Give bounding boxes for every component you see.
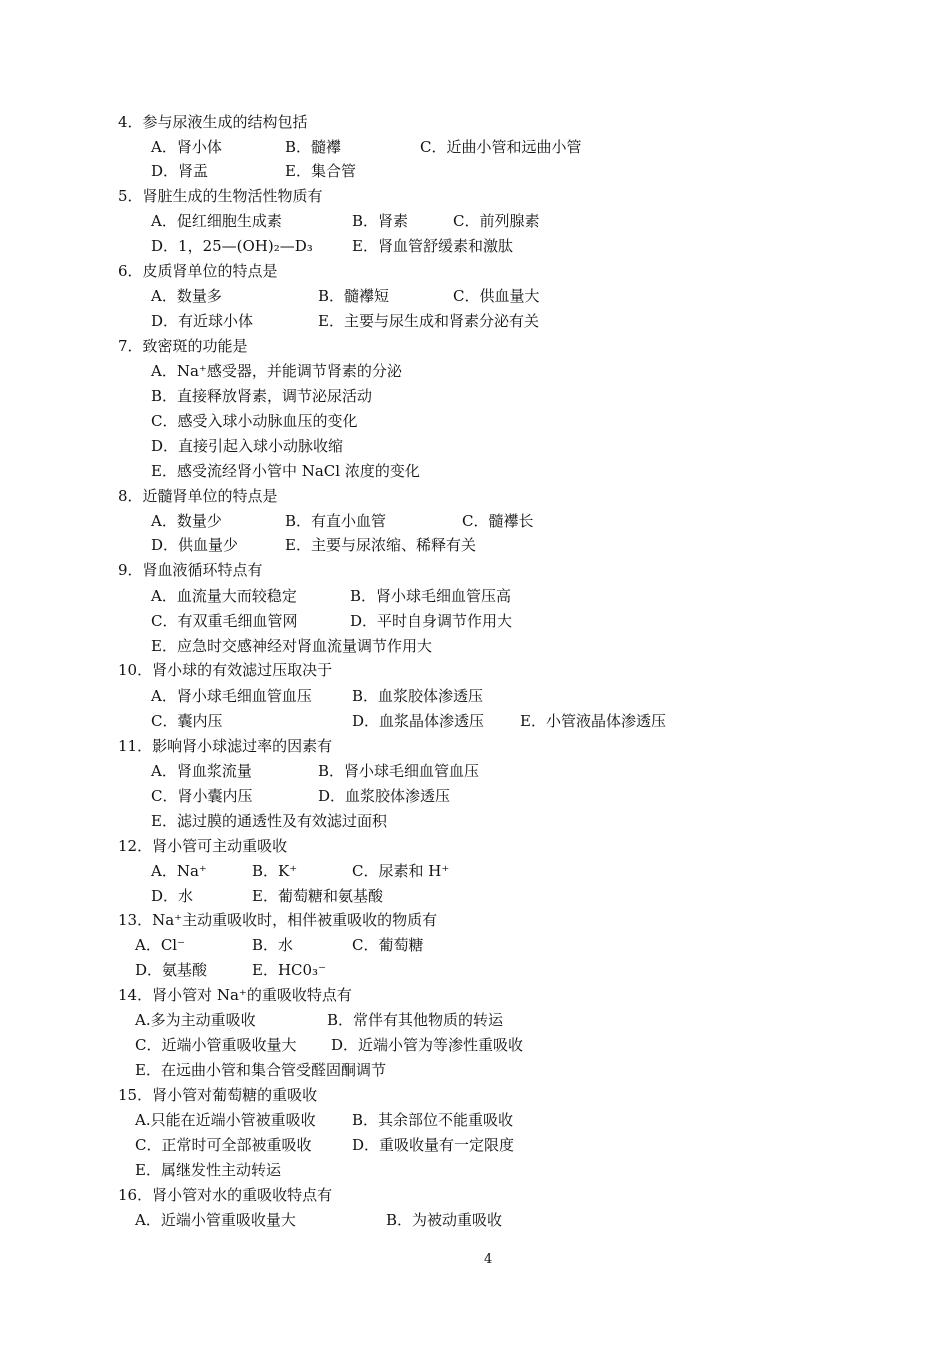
option-e: E．感受流经肾小管中 NaCl 浓度的变化: [151, 462, 420, 480]
option-e: E．肾血管舒缓素和激肽: [352, 237, 513, 255]
option-d: D．血浆晶体渗透压: [352, 712, 485, 730]
option-a: A．Na⁺: [151, 862, 207, 880]
option-d: D．平时自身调节作用大: [350, 612, 513, 630]
question-10-stem: 10．肾小球的有效滤过压取决于: [118, 661, 333, 679]
question-5-stem: 5．肾脏生成的生物活性物质有: [118, 187, 323, 205]
question-7-stem: 7．致密斑的功能是: [118, 337, 248, 355]
option-c: C．有双重毛细血管网: [151, 612, 298, 630]
question-15-stem: 15．肾小管对葡萄糖的重吸收: [118, 1086, 318, 1104]
question-4-stem: 4．参与尿液生成的结构包括: [118, 113, 308, 131]
option-b: B．髓襻: [285, 138, 342, 156]
option-a: A．数量少: [151, 512, 222, 530]
option-b: B．K⁺: [252, 862, 298, 880]
option-c: C．供血量大: [453, 287, 540, 305]
option-c: C．前列腺素: [453, 212, 540, 230]
option-d: D．有近球小体: [151, 312, 254, 330]
option-e: E．在远曲小管和集合管受醛固酮调节: [135, 1061, 386, 1079]
option-a: A．Na⁺感受器，并能调节肾素的分泌: [151, 362, 402, 380]
option-a: A.多为主动重吸收: [135, 1011, 256, 1029]
option-e: E．葡萄糖和氨基酸: [252, 887, 383, 905]
question-9-stem: 9．肾血液循环特点有: [118, 561, 263, 579]
option-c: C．感受入球小动脉血压的变化: [151, 412, 358, 430]
option-e: E．属继发性主动转运: [135, 1161, 281, 1179]
option-e: E．HC0₃⁻: [252, 961, 326, 979]
option-b: B．水: [252, 936, 294, 954]
option-c: C．近端小管重吸收量大: [135, 1036, 297, 1054]
option-b: B．直接释放肾素，调节泌尿活动: [151, 387, 373, 405]
option-d: D．供血量少: [151, 536, 239, 554]
option-a: A．近端小管重吸收量大: [135, 1211, 296, 1229]
question-11-stem: 11．影响肾小球滤过率的因素有: [118, 737, 333, 755]
option-a: A．肾小体: [151, 138, 222, 156]
option-c: C．正常时可全部被重吸收: [135, 1136, 312, 1154]
option-b: B．肾小球毛细血管压高: [350, 587, 512, 605]
option-b: B．肾小球毛细血管血压: [318, 762, 480, 780]
option-d: D．1，25—(OH)₂—D₃: [151, 237, 313, 255]
option-e: E．滤过膜的通透性及有效滤过面积: [151, 812, 387, 830]
option-d: D．血浆胶体渗透压: [318, 787, 451, 805]
question-8-stem: 8．近髓肾单位的特点是: [118, 487, 278, 505]
option-b: B．其余部位不能重吸收: [352, 1111, 514, 1129]
question-14-stem: 14．肾小管对 Na⁺的重吸收特点有: [118, 986, 352, 1004]
option-b: B．髓襻短: [318, 287, 390, 305]
option-a: A.只能在近端小管被重吸收: [135, 1111, 316, 1129]
option-b: B．有直小血管: [285, 512, 387, 530]
page-number: 4: [484, 1252, 493, 1267]
option-d: D．水: [151, 887, 194, 905]
option-a: A．促红细胞生成素: [151, 212, 282, 230]
option-d: D．氨基酸: [135, 961, 208, 979]
option-e: E．主要与尿浓缩、稀释有关: [285, 536, 476, 554]
option-a: A．肾小球毛细血管血压: [151, 687, 312, 705]
question-16-stem: 16．肾小管对水的重吸收特点有: [118, 1186, 333, 1204]
option-e: E．小管液晶体渗透压: [520, 712, 666, 730]
option-c: C．肾小囊内压: [151, 787, 253, 805]
option-d: D．重吸收量有一定限度: [352, 1136, 515, 1154]
option-a: A．Cl⁻: [135, 936, 186, 954]
question-12-stem: 12．肾小管可主动重吸收: [118, 837, 288, 855]
option-b: B．肾素: [352, 212, 409, 230]
option-c: C．葡萄糖: [352, 936, 424, 954]
option-b: B．为被动重吸收: [386, 1211, 503, 1229]
option-e: E．集合管: [285, 162, 356, 180]
option-a: A．血流量大而较稳定: [151, 587, 297, 605]
option-d: D．近端小管为等渗性重吸收: [331, 1036, 524, 1054]
option-c: C．囊内压: [151, 712, 223, 730]
question-6-stem: 6．皮质肾单位的特点是: [118, 262, 278, 280]
question-13-stem: 13．Na⁺主动重吸收时，相伴被重吸收的物质有: [118, 911, 438, 929]
option-a: A．肾血浆流量: [151, 762, 252, 780]
option-c: C．尿素和 H⁺: [352, 862, 450, 880]
option-a: A．数量多: [151, 287, 222, 305]
option-d: D．肾盂: [151, 162, 209, 180]
option-d: D．直接引起入球小动脉收缩: [151, 437, 344, 455]
option-b: B．血浆胶体渗透压: [352, 687, 484, 705]
option-c: C．近曲小管和远曲小管: [420, 138, 582, 156]
option-e: E．应急时交感神经对肾血流量调节作用大: [151, 637, 432, 655]
option-c: C．髓襻长: [462, 512, 534, 530]
option-b: B．常伴有其他物质的转运: [327, 1011, 504, 1029]
option-e: E．主要与尿生成和肾素分泌有关: [318, 312, 539, 330]
